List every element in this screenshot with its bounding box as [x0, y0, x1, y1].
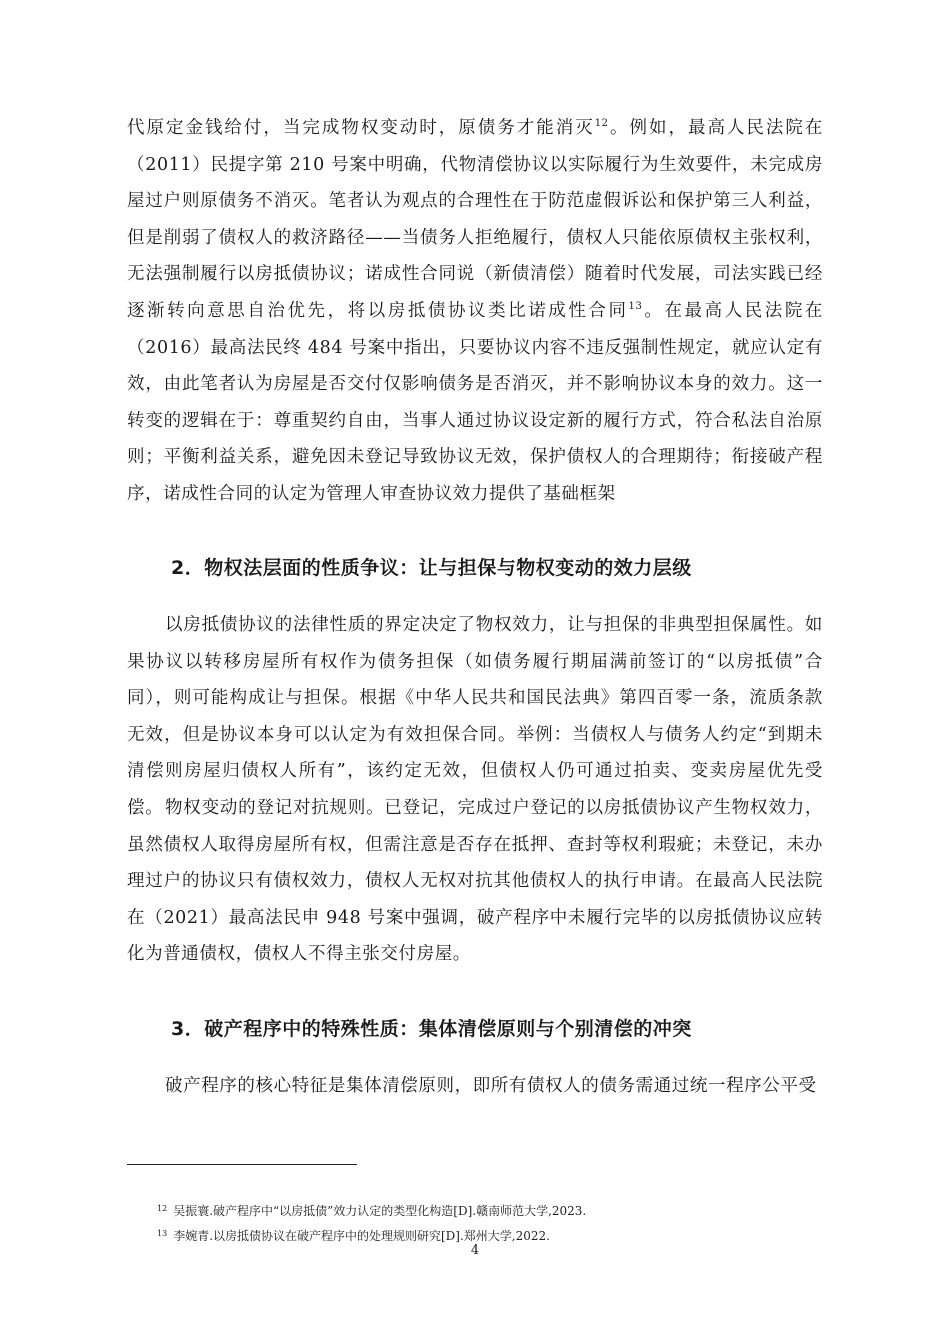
footnote-text: 李婉青.以房抵债协议在破产程序中的处理规则研究[D].郑州大学,2022.	[173, 1229, 550, 1243]
footnote-12	[157, 1201, 586, 1219]
paragraph-transfer-guarantee: 以房抵债协议的法律性质的界定决定了物权效力，让与担保的非典型担保属性。如果协议以转移房屋所有权作为债务担保（如债务履行期届满前签订的“以房抵债”合同），则可能构成让与担保。根据《中华人民共和国民法典》第四百零一条，流质条款无效，但是协议本身可以认定为有效担保合同。举例：当债权人与债务人约定“到期未清偿则房屋归债权人所有”，该约定无效，但债权人仍可通过拍卖、变卖房屋优先受偿。	[127, 615, 823, 818]
page-number: 4	[470, 1243, 480, 1258]
section-heading-3: 3．破产程序中的特殊性质：集体清偿原则与个别清偿的冲突	[171, 1018, 692, 1040]
footnote-separator	[127, 1164, 357, 1165]
paragraph-text: 。在最高人民法院在（2016）最高法民终 484 号案中指出，只要协议内容不违反强制性规定，就应认定有效，由此笔者认为房屋是否交付仅影响债务是否消灭，并不影响协议本身的效力。这一转变的逻辑在于：尊重契约自由，当事人通过协议设定新的履行方式，符合私法自治原则；平衡利益关系，避免因未登记导致协议无效，保护债权人的合理期待；衔接破产程序，诺成性合同的认定为管理人审查协议效力提供了基础框架	[127, 300, 823, 504]
paragraph-registration-rule: 物权变动的登记对抗规则。已登记，完成过户登记的以房抵债协议产生物权效力，虽然债权人取得房屋所有权，但需注意是否存在抵押、查封等权利瑕疵；未登记，未办理过户的协议只有债权效力，债权人无权对抗其他债权人的执行申请。在最高人民法院在（2021）最高法民申 948 号案中强调，破产程序中未履行完毕的以房抵债协议应转化为普通债权，债权人不得主张交付房屋。	[127, 798, 823, 965]
paragraph-text: 。例如，最高人民法院在（2011）民提字第 210 号案中明确，代物清偿协议以实际履行为生效要件，未完成房屋过户则原债务不消灭。笔者认为观点的合理性在于防范虚假诉讼和保护第三人利益，但是削弱了债权人的救济路径——当债务人拒绝履行，债权人只能依原债权主张权利，无法强制履行以房抵债协议；诺成性合同说（新债清偿）随着时代发展，司法实践已经逐渐转向意思自治优先，将以房抵债协议类比诺成性合同	[127, 118, 824, 321]
paragraph-text: 代原定金钱给付，当完成物权变动时，原债务才能消灭	[127, 118, 595, 138]
paragraph-nature-dispute	[127, 110, 823, 513]
footnote-reference-12[interactable]: 12	[594, 118, 609, 129]
footnote-13	[157, 1226, 550, 1244]
footnote-reference-13[interactable]: 13	[628, 300, 643, 312]
paragraph-collective-liquidation: 破产程序的核心特征是集体清偿原则，即所有债权人的债务需通过统一程序公平受	[165, 1076, 817, 1096]
footnote-mark: 13	[157, 1229, 168, 1238]
section-heading-2: 2．物权法层面的性质争议：让与担保与物权变动的效力层级	[171, 557, 692, 579]
footnote-mark: 12	[157, 1204, 168, 1213]
footnote-text: 吴振寰.破产程序中“以房抵债”效力认定的类型化构造[D].赣南师范大学,2023.	[173, 1204, 587, 1218]
